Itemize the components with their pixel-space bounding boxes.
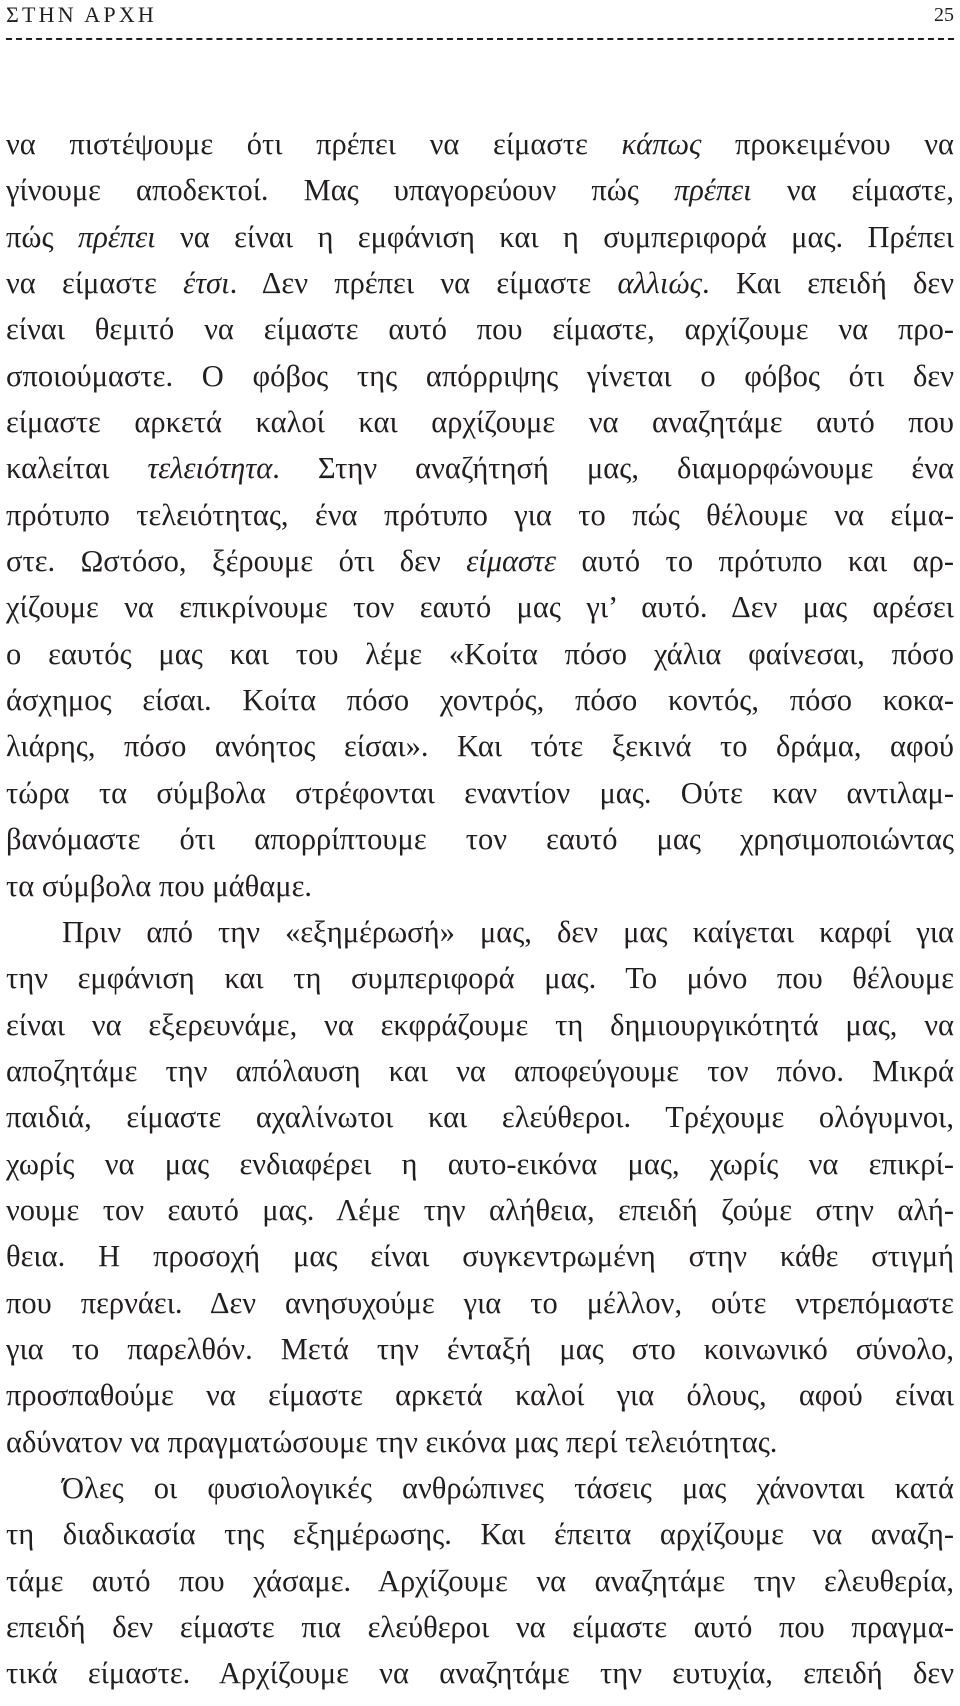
text-line [6, 1187, 954, 1233]
text-run: τώρα τα σύμβολα στρέφονται εναντίον μας. Ούτε καν αντιλαμ- [6, 775, 954, 810]
text-run: χίζουμε να επικρίνουμε τον εαυτό μας γι’ αυτό. Δεν μας αρέσει [6, 590, 954, 625]
text-run: πρότυπο τελειότητας, ένα πρότυπο για το πώς θέλουμε να είμα- [6, 497, 954, 532]
text-line [6, 1233, 954, 1279]
text-run: Πριν από την «εξημέρωσή» μας, δεν μας καίγεται καρφί για [62, 914, 954, 949]
text-line [6, 1604, 954, 1650]
text-run: καλείται [6, 451, 148, 486]
text-line [6, 306, 954, 352]
text-line [6, 1094, 954, 1140]
text-line [6, 1141, 954, 1187]
text-line [6, 723, 954, 769]
text-run: να πιστέψουμε ότι πρέπει να είμαστε [6, 127, 622, 161]
text-run: . Στην αναζήτησή μας, διαμορφώνουμε ένα [272, 451, 954, 486]
page-number: 25 [934, 4, 954, 26]
text-line [6, 1558, 954, 1604]
text-line [6, 631, 954, 677]
text-run: να είμαστε, [751, 173, 954, 208]
italic-text: πρέπει [77, 219, 156, 254]
text-run: τη διαδικασία της εξημέρωσης. Και έπειτα αρχίζουμε να αναζη- [6, 1517, 954, 1552]
italic-text: πρέπει [673, 173, 752, 208]
text-line [6, 1280, 954, 1326]
text-run: προσπαθούμε να είμαστε αρκετά καλοί για όλους, αφού είναι [6, 1378, 954, 1413]
text-line [6, 584, 954, 630]
text-run: βανόμαστε ότι απορρίπτουμε τον εαυτό μας χρησιμοποιώντας [6, 822, 954, 857]
italic-text: τελειότητα [147, 451, 273, 486]
text-run: τάμε αυτό που χάσαμε. Αρχίζουμε να αναζητάμε την ελευθερία, [6, 1563, 954, 1598]
running-header [6, 0, 954, 30]
text-line [6, 538, 954, 584]
text-run: λιάρης, πόσο ανόητος είσαι». Και τότε ξεκινά το δράμα, αφού [6, 729, 954, 764]
text-run: ο εαυτός μας και του λέμε «Κοίτα πόσο χάλια φαίνεσαι, πόσο [6, 636, 954, 671]
text-line [6, 863, 954, 909]
text-run: είναι να εξερευνάμε, να εκφράζουμε τη δημιουργικότητά μας, να [6, 1007, 954, 1042]
text-run: για το παρελθόν. Μετά την ένταξή μας στο κοινωνικό σύνολο, [6, 1331, 954, 1366]
text-line [6, 955, 954, 1001]
text-line [6, 121, 954, 167]
text-line [6, 816, 954, 862]
text-line [6, 1372, 954, 1418]
text-line [6, 1511, 954, 1557]
italic-text: έτσι [183, 266, 230, 301]
text-run: χωρίς να μας ενδιαφέρει η αυτο-εικόνα μας, χωρίς να επικρί- [6, 1146, 954, 1181]
text-line [6, 909, 954, 955]
text-run: σποιούμαστε. Ο φόβος της απόρριψης γίνεται ο φόβος ότι δεν [6, 358, 954, 393]
body-text [6, 121, 954, 1697]
text-line [6, 214, 954, 260]
italic-text: είμαστε [466, 544, 557, 579]
text-run: στε. Ωστόσο, ξέρουμε ότι δεν [6, 544, 467, 579]
running-title: ΣΤΗΝ ΑΡΧΗ [6, 2, 158, 27]
text-run: άσχημος είσαι. Κοίτα πόσο χοντρός, πόσο κοντός, πόσο κοκα- [6, 683, 954, 718]
text-run: τα σύμβολα που μάθαμε. [6, 868, 312, 903]
text-run: . Και επειδή δεν [702, 266, 954, 301]
text-line [6, 1326, 954, 1372]
text-run: . Δεν πρέπει να είμαστε [229, 266, 618, 301]
text-run: αδύνατον να πραγματώσουμε την εικόνα μας περί τελειότητας. [6, 1424, 778, 1459]
text-run: προκειμένου να [701, 127, 954, 161]
text-run: γίνουμε αποδεκτοί. Μας υπαγορεύουν πώς [6, 173, 674, 208]
text-run: αυτό το πρότυπο και αρ- [556, 544, 954, 579]
text-line [6, 399, 954, 445]
text-run: είμαστε αρκετά καλοί και αρχίζουμε να αναζητάμε αυτό που [6, 405, 954, 440]
italic-text: αλλιώς [617, 266, 703, 301]
text-line [6, 353, 954, 399]
text-run: Όλες οι φυσιολογικές ανθρώπινες τάσεις μας χάνονται κατά [62, 1470, 954, 1505]
text-line [6, 1465, 954, 1511]
text-run: τικά είμαστε. Αρχίζουμε να αναζητάμε την ευτυχία, επειδή δεν [6, 1656, 954, 1691]
text-run: νουμε τον εαυτό μας. Λέμε την αλήθεια, επειδή ζούμε στην αλή- [6, 1192, 954, 1227]
text-run: παιδιά, είμαστε αχαλίνωτοι και ελεύθεροι. Τρέχουμε ολόγυμνοι, [6, 1100, 954, 1135]
header-dashed-rule [6, 38, 954, 40]
text-line [6, 770, 954, 816]
text-run: είναι θεμιτό να είμαστε αυτό που είμαστε, αρχίζουμε να προ- [6, 312, 954, 347]
text-run: να είναι η εμφάνιση και η συμπεριφορά μας. Πρέπει [155, 219, 954, 254]
text-line [6, 492, 954, 538]
text-line [6, 1002, 954, 1048]
text-run: να είμαστε [6, 266, 184, 301]
text-run: επειδή δεν είμαστε πια ελεύθεροι να είμαστε αυτό που πραγμα- [6, 1610, 954, 1644]
text-line [6, 1419, 954, 1465]
text-run: την εμφάνιση και τη συμπεριφορά μας. Το μόνο που θέλουμε [6, 961, 954, 996]
text-run: που περνάει. Δεν ανησυχούμε για το μέλλον, ούτε ντρεπόμαστε [6, 1285, 954, 1320]
text-line [6, 445, 954, 491]
text-line [6, 1650, 954, 1696]
text-line [6, 1048, 954, 1094]
italic-text: κάπως [621, 127, 702, 161]
text-line [6, 677, 954, 723]
text-run: πώς [6, 219, 78, 254]
text-run: αποζητάμε την απόλαυση και να αποφεύγουμε τον πόνο. Μικρά [6, 1053, 954, 1088]
text-line [6, 260, 954, 306]
text-line [6, 167, 954, 213]
text-run: θεια. Η προσοχή μας είναι συγκεντρωμένη στην κάθε στιγμή [6, 1239, 954, 1274]
